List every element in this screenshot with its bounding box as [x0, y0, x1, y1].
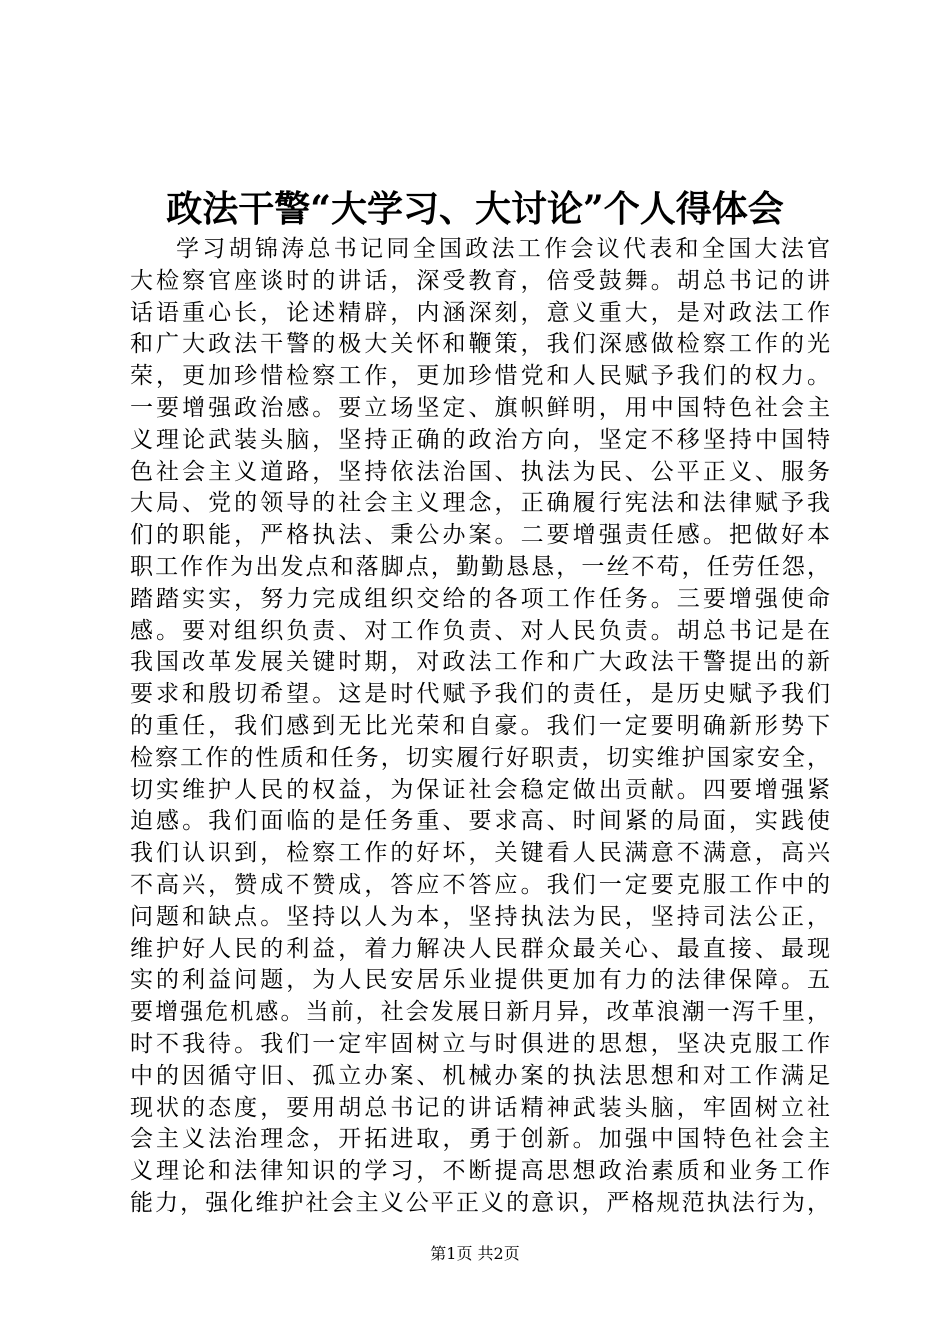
body-line: 不高兴，赞成不赞成，答应不答应。我们一定要克服工作中的	[130, 871, 830, 898]
body-line: 职工作作为出发点和落脚点，勤勤恳恳，一丝不苟，任劳任怨，	[130, 553, 830, 580]
body-line: 学习胡锦涛总书记同全国政法工作会议代表和全国大法官	[176, 236, 830, 262]
body-line: 实的利益问题，为人民安居乐业提供更加有力的法律保障。五	[130, 967, 830, 994]
page-footer: 第1页 共2页	[430, 1244, 520, 1263]
body-line: 检察工作的性质和任务，切实履行好职责，切实维护国家安全，	[130, 744, 830, 771]
body-line: 一要增强政治感。要立场坚定、旗帜鲜明，用中国特色社会主	[130, 394, 830, 421]
body-line: 们的职能，严格执法、秉公办案。二要增强责任感。把做好本	[130, 522, 830, 549]
body-line: 色社会主义道路，坚持依法治国、执法为民、公平正义、服务	[130, 458, 830, 485]
body-line: 踏踏实实，努力完成组织交给的各项工作任务。三要增强使命	[130, 585, 830, 612]
body-line: 问题和缺点。坚持以人为本，坚持执法为民，坚持司法公正，	[130, 903, 830, 930]
body-line: 话语重心长，论述精辟，内涵深刻，意义重大，是对政法工作	[130, 299, 830, 326]
body-line: 大检察官座谈时的讲话，深受教育，倍受鼓舞。胡总书记的讲	[130, 267, 830, 294]
body-line: 中的因循守旧、孤立办案、机械办案的执法思想和对工作满足	[130, 1062, 830, 1089]
body-line: 我国改革发展关键时期，对政法工作和广大政法干警提出的新	[130, 649, 830, 676]
body-line: 大局、党的领导的社会主义理念，正确履行宪法和法律赋予我	[130, 490, 830, 517]
body-line: 现状的态度，要用胡总书记的讲话精神武装头脑，牢固树立社	[130, 1094, 830, 1121]
body-line: 荣，更加珍惜检察工作，更加珍惜党和人民赋予我们的权力。	[130, 363, 830, 390]
body-line: 我们认识到，检察工作的好坏，关键看人民满意不满意，高兴	[130, 840, 830, 867]
body-line: 时不我待。我们一定牢固树立与时俱进的思想，坚决克服工作	[130, 1030, 830, 1057]
body-line: 会主义法治理念，开拓进取，勇于创新。加强中国特色社会主	[130, 1126, 830, 1153]
body-line: 要求和殷切希望。这是时代赋予我们的责任，是历史赋予我们	[130, 681, 830, 708]
body-line: 义理论和法律知识的学习，不断提高思想政治素质和业务工作	[130, 1158, 830, 1185]
body-line: 感。要对组织负责、对工作负责、对人民负责。胡总书记是在	[130, 617, 830, 644]
body-line: 切实维护人民的权益，为保证社会稳定做出贡献。四要增强紧	[130, 776, 830, 803]
document-title: 政法干警“大学习、大讨论”个人得体会	[166, 188, 784, 230]
body-line: 和广大政法干警的极大关怀和鞭策，我们深感做检察工作的光	[130, 331, 830, 358]
body-line: 要增强危机感。当前，社会发展日新月异，改革浪潮一泻千里，	[130, 999, 830, 1026]
body-line: 义理论武装头脑，坚持正确的政治方向，坚定不移坚持中国特	[130, 426, 830, 453]
body-line: 的重任，我们感到无比光荣和自豪。我们一定要明确新形势下	[130, 712, 830, 739]
body-line: 能力，强化维护社会主义公平正义的意识，严格规范执法行为，	[130, 1189, 830, 1216]
document-body	[130, 234, 830, 1220]
body-line: 迫感。我们面临的是任务重、要求高、时间紧的局面，实践使	[130, 808, 830, 835]
body-line: 维护好人民的利益，着力解决人民群众最关心、最直接、最现	[130, 935, 830, 962]
